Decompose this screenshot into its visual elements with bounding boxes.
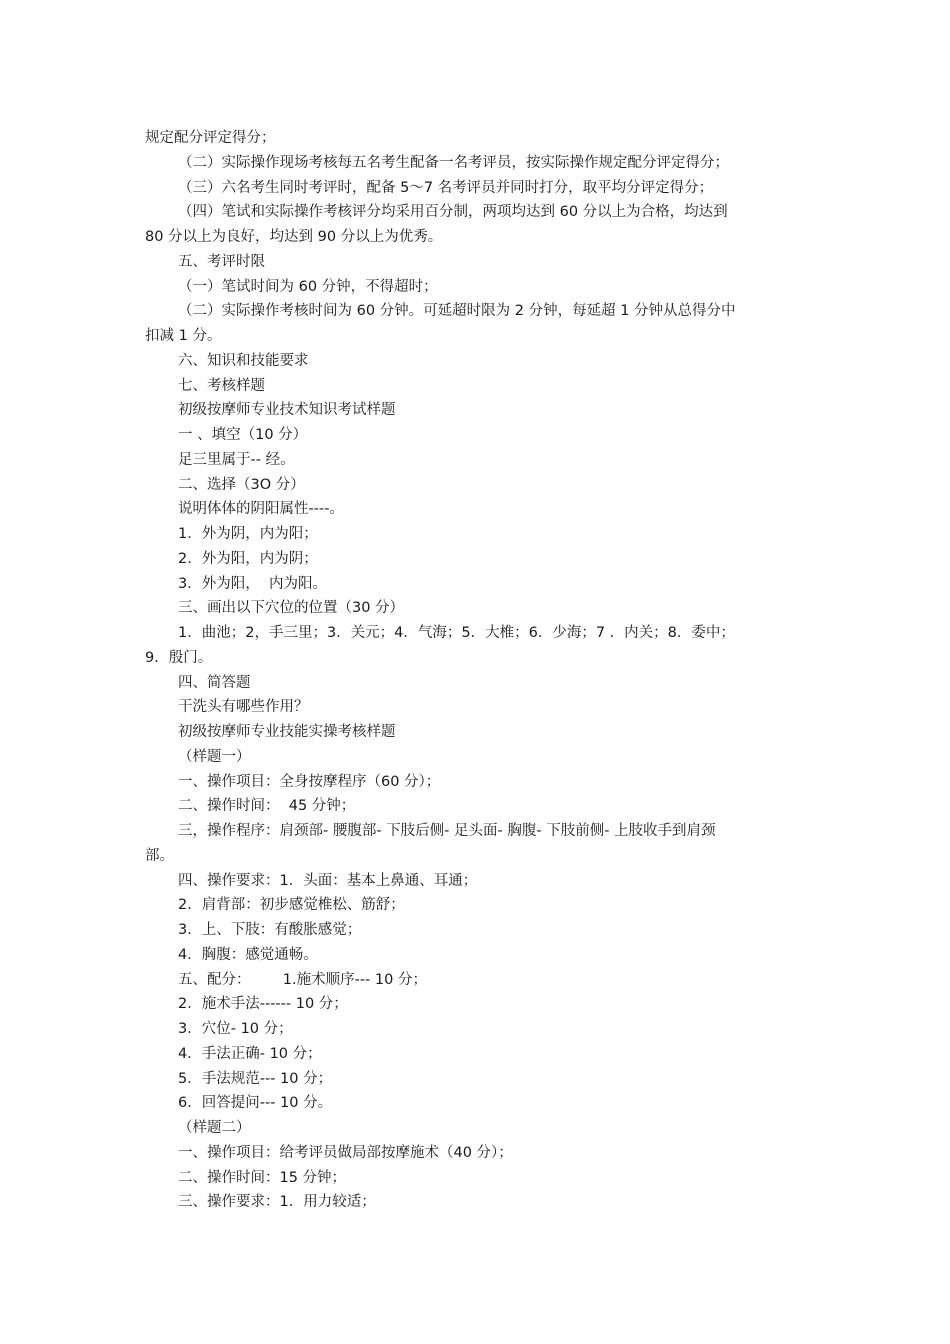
text-line: 五、配分： 1.施术顺序--- 10 分； — [178, 971, 427, 988]
text-line: 9．殷门。 — [145, 649, 213, 666]
list-item: 6．回答提问--- 10 分。 — [178, 1095, 333, 1112]
text-line: 说明体体的阴阳属性----。 — [178, 501, 344, 518]
text-line: 干洗头有哪些作用？ — [178, 699, 309, 716]
text-line: （二）实际操作现场考核每五名考生配备一名考评员，按实际操作规定配分评定得分； — [178, 154, 729, 171]
subsection-title: 初级按摩师专业技能实操考核样题 — [178, 724, 396, 740]
section-heading: 四、简答题 — [178, 674, 251, 691]
list-item: 3．上、下肢：有酸胀感觉； — [178, 922, 362, 938]
text-line: 1．曲池；2，手三里；3．关元；4．气海；5．大椎；6．少海；7 ．内关；8．委中； — [178, 625, 735, 641]
list-item: 3．外为阳， 内为阳。 — [178, 575, 327, 592]
section-heading: 七、考核样题 — [178, 377, 265, 394]
text-line: （一）笔试时间为 60 分钟，不得超时； — [178, 278, 438, 295]
text-line: 二、操作时间： 45 分钟； — [178, 798, 356, 815]
text-line: 三、画出以下穴位的位置（30 分） — [178, 600, 405, 617]
list-item: 2．施术手法------ 10 分； — [178, 996, 348, 1013]
list-item: 3．穴位- 10 分； — [178, 1021, 293, 1037]
text-line: 三，操作程序：肩颈部- 腰腹部- 下肢后侧- 足头面- 胸腹- 下肢前侧- 上肢收手到肩颈 — [178, 823, 716, 839]
section-heading: 六、知识和技能要求 — [178, 352, 309, 369]
text-line: 足三里属于-- 经。 — [178, 451, 295, 468]
text-line: 80 分以上为良好，均达到 90 分以上为优秀。 — [145, 229, 443, 245]
text-line: 扣减 1 分。 — [145, 328, 222, 344]
text-line: 规定配分评定得分； — [145, 130, 276, 146]
list-item: 1．外为阴，内为阳； — [178, 526, 318, 542]
text-line: 四、操作要求：1．头面：基本上鼻通、耳通； — [178, 872, 478, 889]
subsection-title: 初级按摩师专业技术知识考试样题 — [178, 402, 396, 419]
text-line: （三）六名考生同时考评时，配备 5～7 名考评员并同时打分，取平均分评定得分； — [178, 179, 714, 196]
text-line: 一 、填空（10 分） — [178, 427, 308, 443]
list-item: 4．胸腹：感觉通畅。 — [178, 946, 318, 963]
text-line: 三、操作要求：1．用力较适； — [178, 1194, 376, 1211]
text-line: 一、操作项目：全身按摩程序（60 分）； — [178, 773, 441, 790]
text-line: （四）笔试和实际操作考核评分均采用百分制，两项均达到 60 分以上为合格，均达到 — [178, 204, 728, 221]
section-heading: 五、考评时限 — [178, 253, 265, 270]
text-line: 部。 — [145, 847, 174, 864]
text-line: （样题二） — [178, 1120, 251, 1136]
text-line: （二）实际操作考核时间为 60 分钟。可延超时限为 2 分钟，每延超 1 分钟从总得分中 — [178, 303, 736, 320]
text-line: 一、操作项目：给考评员做局部按摩施术（40 分）； — [178, 1144, 513, 1161]
document-body — [145, 126, 817, 1215]
text-line: 二、操作时间：15 分钟； — [178, 1169, 347, 1186]
text-line: （样题一） — [178, 748, 251, 765]
list-item: 2．外为阳，内为阴； — [178, 550, 318, 567]
list-item: 4．手法正确- 10 分； — [178, 1045, 322, 1062]
text-line: 二、选择（3O 分） — [178, 476, 305, 493]
list-item: 2．肩背部：初步感觉椎松、筋舒； — [178, 897, 405, 914]
list-item: 5．手法规范--- 10 分； — [178, 1070, 333, 1087]
